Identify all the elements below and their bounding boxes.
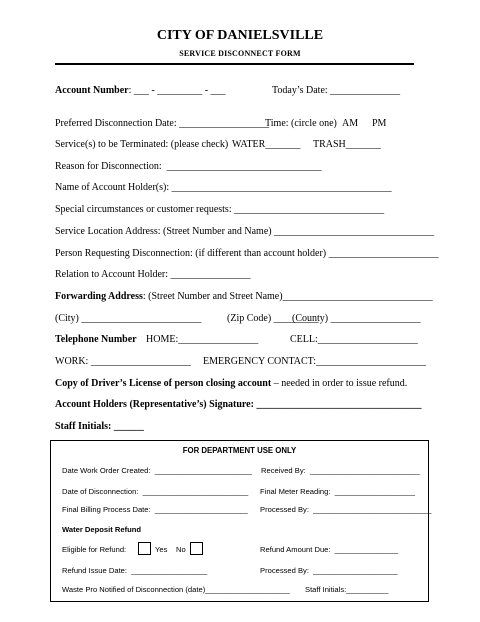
refund-issue-field[interactable]: Refund Issue Date: __________________ [62, 566, 208, 575]
city-field[interactable]: (City) ________________________ [55, 313, 202, 324]
todays-date-field[interactable]: Today’s Date: ______________ [272, 85, 401, 96]
date-disconnection-field[interactable]: Date of Disconnection: _________________________ [62, 487, 249, 496]
water-field[interactable]: WATER_______ [232, 139, 301, 150]
license-note [55, 378, 407, 389]
staff-initials-field[interactable]: Staff Initials: ______ [55, 421, 144, 432]
final-meter-field[interactable]: Final Meter Reading: ___________________ [260, 487, 415, 496]
processed-by-2-field[interactable]: Processed By: ____________________ [260, 566, 398, 575]
forwarding-street-field[interactable]: : (Street Number and Street Name)______________________________ [142, 291, 433, 302]
signature-field[interactable]: Account Holders (Representative’s) Signature: _________________________________ [55, 399, 422, 410]
forwarding-address-row [55, 291, 433, 302]
county-field[interactable]: (County) __________________ [292, 313, 421, 324]
form-subtitle: SERVICE DISCONNECT FORM [179, 49, 301, 58]
eligible-checkbox-b[interactable] [190, 542, 203, 555]
emergency-contact-field[interactable]: EMERGENCY CONTACT:______________________ [203, 356, 427, 367]
am-option[interactable]: AM [342, 118, 359, 129]
eligible-label: Eligible for Refund: [62, 545, 127, 554]
special-circumstances-field[interactable]: Special circumstances or customer requests: ______________________________ [55, 204, 385, 215]
final-billing-field[interactable]: Final Billing Process Date: ______________________ [62, 505, 248, 514]
deposit-refund-heading: Water Deposit Refund [62, 525, 142, 534]
processed-by-field[interactable]: Processed By: ____________________________ [260, 505, 432, 514]
cell-phone-field[interactable]: CELL:____________________ [290, 334, 418, 345]
eligible-checkbox-a[interactable] [138, 542, 151, 555]
received-by-field[interactable]: Received By: __________________________ [261, 466, 420, 475]
service-location-field[interactable]: Service Location Address: (Street Number and Name) ________________________________ [55, 226, 435, 237]
pm-option[interactable]: PM [372, 118, 387, 129]
telephone-label: Telephone Number [55, 334, 137, 345]
zip-field[interactable]: (Zip Code) _________ [227, 313, 319, 324]
no-label: No [176, 545, 186, 554]
waste-pro-field[interactable]: Waste Pro Notified of Disconnection (date)____________________ [62, 585, 290, 594]
trash-field[interactable]: TRASH_______ [313, 139, 381, 150]
relation-field[interactable]: Relation to Account Holder: ________________ [55, 269, 251, 280]
person-requesting-field[interactable]: Person Requesting Disconnection: (if different than account holder) ______________________ [55, 248, 439, 259]
account-number-label: Account Number [55, 85, 129, 96]
account-number-field[interactable]: : ___ - _________ - ___ [128, 85, 226, 96]
home-phone-field[interactable]: HOME:________________ [146, 334, 259, 345]
preferred-date-field[interactable]: Preferred Disconnection Date: __________________ [55, 118, 270, 129]
license-note-bold: Copy of Driver’s License of person closing account [55, 378, 272, 389]
work-phone-field[interactable]: WORK: ____________________ [55, 356, 191, 367]
license-note-rest: – needed in order to issue refund. [271, 378, 408, 389]
yes-label: Yes [155, 545, 168, 554]
account-number-row [55, 85, 226, 96]
account-holders-field[interactable]: Name of Account Holder(s): ____________________________________________ [55, 182, 392, 193]
department-heading: FOR DEPARTMENT USE ONLY [182, 446, 297, 455]
time-label: Time: (circle one) [265, 118, 337, 129]
reason-field[interactable]: Reason for Disconnection: _______________________________ [55, 161, 322, 172]
form-title: CITY OF DANIELSVILLE [156, 28, 324, 43]
forwarding-label: Forwarding Address [55, 291, 143, 302]
refund-amount-field[interactable]: Refund Amount Due: _______________ [260, 545, 399, 554]
dept-staff-initials-field[interactable]: Staff Initials:__________ [305, 585, 389, 594]
department-use-box [50, 440, 432, 602]
title-divider [55, 63, 414, 65]
services-label: Service(s) to be Terminated: (please check) [55, 139, 229, 150]
work-order-field[interactable]: Date Work Order Created: _______________________ [62, 466, 252, 475]
